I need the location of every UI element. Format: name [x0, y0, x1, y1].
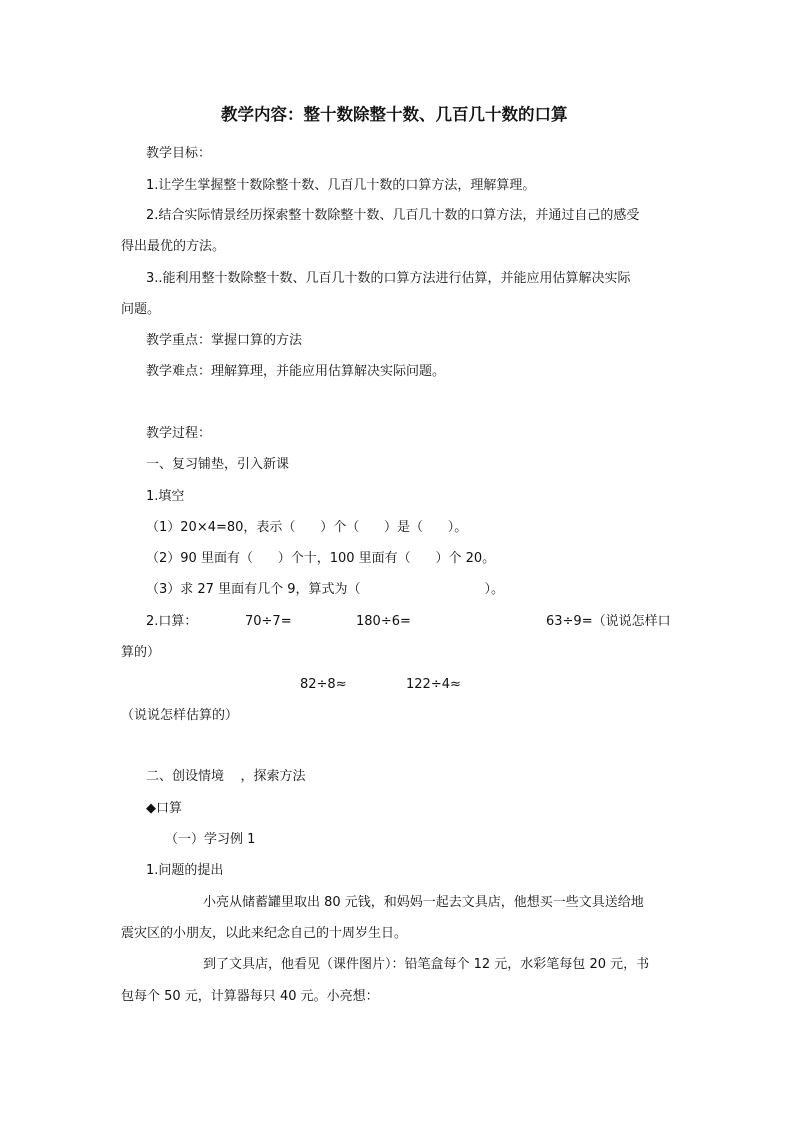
objective-2-line2: 得出最优的方法。 — [121, 239, 226, 254]
story-1-line1: 小亮从储蓄罐里取出 80 元钱，和妈妈一起去文具店，他想买一些文具送给地 — [203, 895, 644, 910]
section-2-heading: 二、创设情境 ，探索方法 — [146, 769, 306, 784]
objective-3-line2: 问题。 — [121, 302, 161, 317]
fill-blank-1: （1）20×4=80，表示（ ）个（ ）是（ ）。 — [146, 520, 468, 535]
story-2-line2: 包每个 50 元，计算器每只 40 元。小亮想： — [121, 989, 379, 1004]
process-heading: 教学过程： — [146, 426, 212, 441]
problem-heading: 1.问题的提出 — [146, 863, 224, 878]
objectives-heading: 教学目标： — [146, 146, 212, 161]
estimate-question-1: 82÷8≈ — [300, 677, 347, 692]
oral-question-2: 180÷6= — [356, 614, 411, 629]
oral-bullet: ◆口算 — [146, 801, 182, 816]
fill-blank-heading: 1.填空 — [146, 489, 185, 504]
estimate-question-2: 122÷4≈ — [406, 677, 461, 692]
oral-question-3-continued: 算的） — [121, 645, 161, 660]
page-title: 教学内容：整十数除整十数、几百几十数的口算 — [221, 105, 568, 124]
story-2-line1: 到了文具店，他看见（课件图片）：铅笔盒每个 12 元，水彩笔每包 20 元，书 — [203, 957, 650, 972]
oral-question-1: 70÷7= — [245, 614, 292, 629]
objective-3-line1: 3..能利用整十数除整十数、几百几十数的口算方法进行估算，并能应用估算解决实际 — [146, 271, 631, 286]
objective-1: 1.让学生掌握整十数除整十数、几百几十数的口算方法，理解算理。 — [146, 178, 536, 193]
oral-question-3: 63÷9=（说说怎样口 — [546, 614, 671, 629]
fill-blank-3: （3）求 27 里面有几个 9，算式为（ ）。 — [146, 582, 504, 597]
oral-calc-label: 2.口算： — [146, 614, 198, 629]
difficulty: 教学难点：理解算理，并能应用估算解决实际问题。 — [146, 364, 446, 379]
story-1-line2: 震灾区的小朋友，以此来纪念自己的十周岁生日。 — [121, 926, 408, 941]
example-1-heading: （一）学习例 1 — [165, 832, 256, 847]
objective-2-line1: 2.结合实际情景经历探索整十数除整十数、几百几十数的口算方法，并通过自己的感受 — [146, 208, 640, 223]
section-1-heading: 一、复习铺垫，引入新课 — [146, 457, 290, 472]
estimate-note: （说说怎样估算的） — [121, 708, 239, 723]
fill-blank-2: （2）90 里面有（ ）个十，100 里面有（ ）个 20。 — [146, 551, 496, 566]
key-point: 教学重点：掌握口算的方法 — [146, 333, 303, 348]
